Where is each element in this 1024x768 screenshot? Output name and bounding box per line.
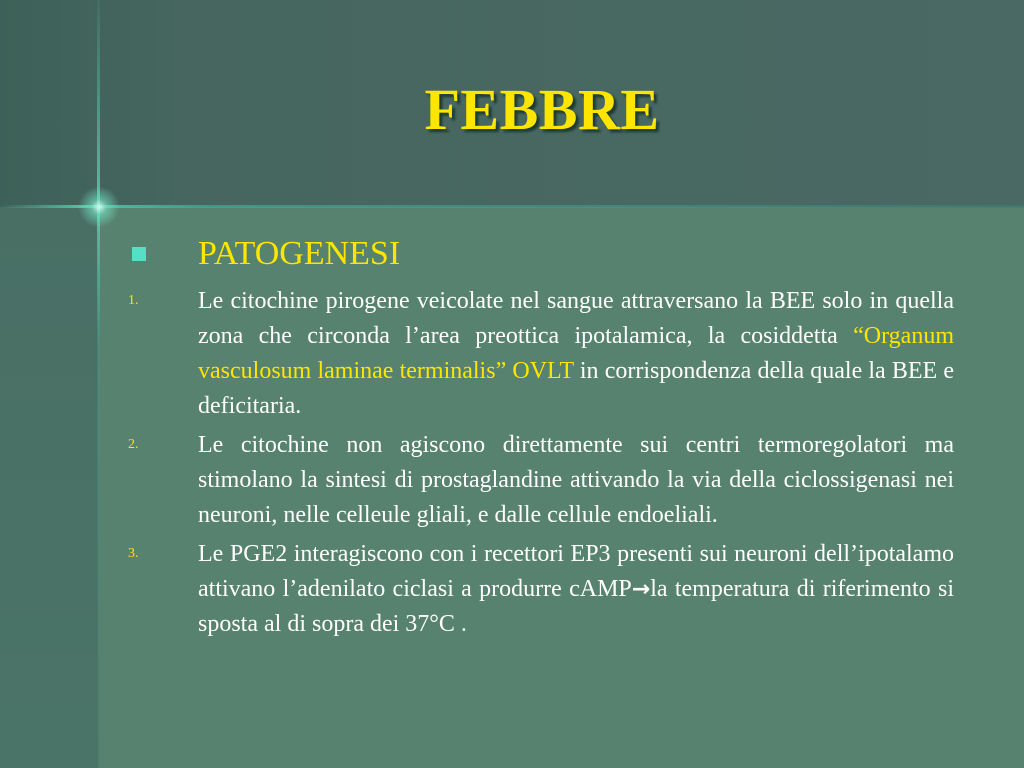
- left-band: [0, 207, 98, 768]
- slide-content: [128, 228, 954, 646]
- square-bullet-icon: [132, 247, 146, 261]
- list-item-text: [198, 284, 954, 424]
- text-segment: in corrispondenza della quale la BEE e deficitaria.: [198, 358, 955, 419]
- text-segment: Le citochine pirogene veicolate nel sangue attraversano la BEE solo in quella zona che circonda l’area preottica ipotalamica, la cosiddetta: [198, 288, 954, 349]
- list-item-2: [128, 428, 954, 533]
- highlighted-term: “Organum vasculosum laminae terminalis” OVLT: [198, 323, 954, 384]
- arrow-right-icon: →: [631, 577, 651, 602]
- list-item-text: [198, 537, 954, 642]
- section-heading: PATOGENESI: [198, 235, 401, 272]
- heading-row: [128, 228, 954, 280]
- list-number: 2.: [128, 437, 139, 452]
- list-number: 3.: [128, 546, 139, 561]
- numbered-list: [128, 284, 954, 642]
- text-segment: la temperatura di riferimento si sposta al di sopra dei 37°C .: [198, 576, 955, 637]
- text-segment: Le PGE2 interagiscono con i recettori EP3 presenti sui neuroni dell’ipotalamo attivano l’adenilato ciclasi a produrre cAMP: [198, 541, 954, 602]
- horizontal-divider: [0, 205, 1024, 208]
- list-item-3: [128, 537, 954, 642]
- star-glow-decoration: [78, 186, 120, 228]
- list-number: 1.: [128, 293, 139, 308]
- list-item-1: [128, 284, 954, 424]
- slide-title: FEBBRE: [424, 77, 660, 142]
- list-item-text: Le citochine non agiscono direttamente sui centri termoregolatori ma stimolano la sintesi di prostaglandine attivando la via della ciclossigenasi nei neuroni, nelle celleule gliali, e dalle cellule endoeliali.: [198, 432, 954, 528]
